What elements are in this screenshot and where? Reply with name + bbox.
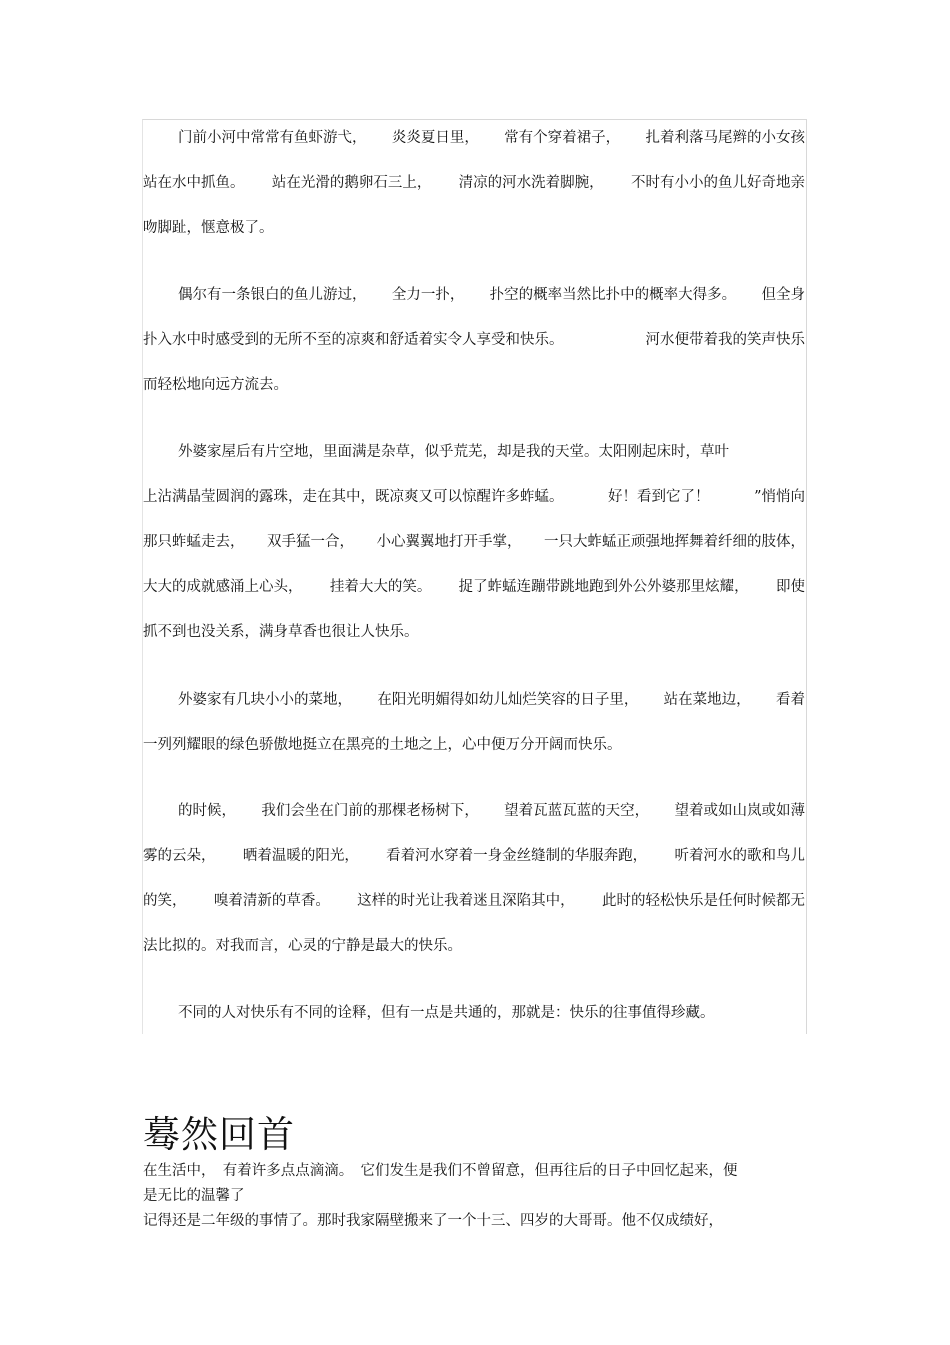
line-segment: 好！看到它了！ [608, 489, 710, 505]
line-segment: 看着 [775, 692, 805, 708]
paragraph-line [143, 892, 805, 910]
line-segment: 上沾满晶莹圆润的露珠，走在其中，既凉爽又可以惊醒许多蚱蜢。 [143, 489, 564, 505]
line-segment: 常有个穿着裙子， [504, 130, 621, 146]
line-segment: 而轻松地向远方流去。 [143, 377, 288, 393]
opening-line: 在生活中， 有着许多点点滴滴。 它们发生是我们不曾留意，但再往后的日子中回忆起来，便 [143, 1163, 738, 1179]
line-segment: 外婆家有几块小小的菜地， [178, 692, 352, 708]
line-segment: 偶尔有一条银白的鱼儿游过， [178, 287, 367, 303]
line-segment: 清凉的河水洗着脚腕， [458, 175, 604, 191]
opening-line: 记得还是二年级的事情了。那时我家隔壁搬来了一个十三、四岁的大哥哥。他不仅成绩好， [143, 1213, 723, 1229]
line-segment: 扑入水中时感受到的无所不至的凉爽和舒适着实令人享受和快乐。 [143, 332, 564, 348]
paragraph-line [143, 802, 805, 820]
paragraph-line [143, 736, 805, 754]
paragraph-line [143, 937, 805, 955]
paragraph-line [143, 219, 805, 237]
paragraph-line [143, 376, 805, 394]
line-segment: 但全身 [761, 287, 805, 303]
line-segment: 一列列耀眼的绿色骄傲地挺立在黑亮的土地之上，心中便万分开阔而快乐。 [143, 737, 622, 753]
opening-line: 是无比的温馨了 [143, 1188, 245, 1204]
line-segment: 此时的轻松快乐是任何时候都无 [601, 893, 805, 909]
line-segment: 这样的时光让我着迷且深陷其中， [357, 893, 575, 909]
line-segment: 嗅着清新的草香。 [213, 893, 330, 909]
line-segment: 不同的人对快乐有不同的诠释，但有一点是共通的，那就是：快乐的往事值得珍藏。 [178, 1005, 715, 1021]
line-segment: 站在水中抓鱼。 [143, 175, 245, 191]
paragraph-line [143, 578, 805, 596]
line-segment: 扑空的概率当然比扑中的概率大得多。 [489, 287, 737, 303]
line-segment: 站在光滑的鹅卵石三上， [271, 175, 432, 191]
line-segment: 吻脚趾，惬意极了。 [143, 220, 274, 236]
paragraph-line [143, 488, 805, 506]
line-segment: 抓不到也没关系，满身草香也很让人快乐。 [143, 624, 419, 640]
line-segment: 那只蚱蜢走去， [143, 534, 245, 550]
line-segment: 挂着大大的笑。 [329, 579, 432, 595]
paragraph-line [143, 533, 805, 551]
line-segment: 望着或如山岚或如薄 [674, 803, 805, 819]
paragraph-line [143, 129, 805, 147]
line-segment: 晒着温暖的阳光， [242, 848, 359, 864]
line-segment: 我们会坐在门前的那棵老杨树下， [261, 803, 479, 819]
line-segment: 站在菜地边， [663, 692, 751, 708]
line-segment: 在阳光明媚得如幼儿灿烂笑容的日子里， [377, 692, 639, 708]
line-segment: 的时候， [178, 803, 236, 819]
line-segment: 不时有小小的鱼儿好奇地亲 [630, 175, 805, 191]
line-segment: 大大的成就感涌上心头， [143, 579, 303, 595]
line-segment: ”悄悄向 [754, 489, 805, 505]
line-segment: 即使 [775, 579, 805, 595]
line-segment: 河水便带着我的笑声快乐 [645, 332, 805, 348]
line-segment: 望着瓦蓝瓦蓝的天空， [504, 803, 650, 819]
line-segment: 法比拟的。对我而言，心灵的宁静是最大的快乐。 [143, 938, 462, 954]
line-segment: 的笑， [143, 893, 187, 909]
paragraph-line [143, 847, 805, 865]
paragraph-line [143, 623, 805, 641]
essay-title: 蓦然回首 [143, 1113, 295, 1156]
paragraph-line [143, 443, 805, 461]
line-segment: 炎炎夏日里， [391, 130, 479, 146]
paragraph-line [143, 331, 805, 349]
line-segment: 一只大蚱蜢正顽强地挥舞着纤细的肢体， [544, 534, 805, 550]
paragraph-line [143, 691, 805, 709]
line-segment: 扎着利落马尾辫的小女孩 [645, 130, 805, 146]
line-segment: 小心翼翼地打开手掌， [376, 534, 522, 550]
line-segment: 捉了蚱蜢连蹦带跳地跑到外公外婆那里炫耀， [458, 579, 749, 595]
line-segment: 双手猛一合， [267, 534, 354, 550]
paragraph-line [143, 1004, 805, 1022]
line-segment: 全力一扑， [391, 287, 465, 303]
line-segment: 听着河水的歌和鸟儿 [674, 848, 805, 864]
paragraph-line [143, 174, 805, 192]
line-segment: 看着河水穿着一身金丝缝制的华服奔跑， [386, 848, 648, 864]
line-segment: 雾的云朵， [143, 848, 216, 864]
line-segment: 外婆家屋后有片空地，里面满是杂草，似乎荒芜，却是我的天堂。太阳刚起床时，草叶 [178, 444, 729, 460]
paragraph-line [143, 286, 805, 304]
line-segment: 门前小河中常常有鱼虾游弋， [178, 130, 367, 146]
